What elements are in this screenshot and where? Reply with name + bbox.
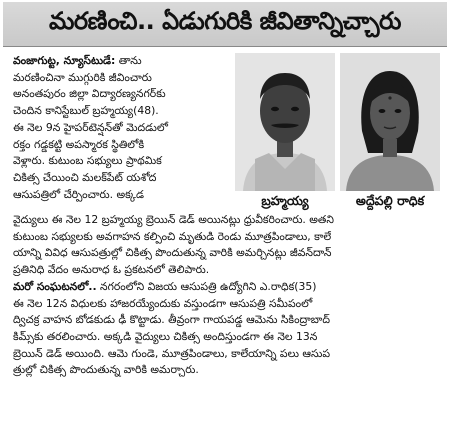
photo-caption: అద్దేపల్లి రాధిక [355,193,425,208]
headline-text: మరణించి.. ఏడుగురికి జీవితాన్నిచ్చారు [49,7,401,35]
paragraph-2 [3,279,447,379]
text-line: రక్తం గడ్డకట్టి అపస్మారక స్థితిలోకి [13,137,145,151]
text-line: మరో సంఘటనలో.. నగరంలోని విజయ ఆసుపత్రి ఉద్యోగిని ఎ.రాధిక(35) [13,279,317,293]
paragraph-1-column [3,53,231,212]
text-line: ద్విచక్ర వాహన బోడకుడు ఢీ కొట్టాడు. తీవ్రంగా గాయపడ్డ ఆమెను సికింద్రాబాద్ [13,313,330,327]
text-line: యాన్ని వివిధ ఆసుపత్రుల్లో చికిత్స పొందుతున్న వారికి అమర్చినట్లు జీవన్‌దాన్ [13,246,332,260]
paragraph-1-continued [3,212,447,279]
text-line: మరణించినా ముగ్గురికి జీవించారు [13,70,152,84]
text-line: బ్రెయిన్ డెడ్ అయింది. ఆమె గుండె, మూత్రపిండాలు, కాలేయాన్ని పలు ఆసుప [13,346,331,360]
text-line: ఈ నెల 9న హైపర్‌టెన్షన్‌తో మెదడులో [13,120,168,134]
text-line: ఈ నెల 12న విధులకు హాజరయ్యేందుకు వస్తుండగా ఆసుపత్రి సమీపంలో [13,296,313,310]
text-line: త్రుల్లో చికిత్స పొందుతున్న వారికి అమర్చారు. [13,363,199,377]
top-section [3,53,447,212]
photo-radhika [340,53,440,212]
text-line: వైద్యులు ఈ నెల 12 బ్రహ్మయ్య బ్రెయిన్ డెడ్ అయినట్లు ధ్రువీకరించారు. అతని [13,213,334,226]
text-line: వంజాగుట్ట, న్యూస్‌టుడే: తాను [13,54,142,67]
paragraph-2-lead: మరో సంఘటనలో.. [13,279,97,293]
text-line: చికిత్స చేయించి మలక్‌పేట్ యశోద [13,170,157,184]
photo-brahmaiah [235,53,335,212]
text-line: అనంతపురం జిల్లా విద్యారణ్యనగర్‌కు [13,87,166,101]
photo-row [235,53,440,212]
man-portrait-image [235,53,335,191]
text-line: చెందిన కానిస్టేబుల్ బ్రహ్మయ్య(48). [13,104,159,118]
text-line: ఆసుపత్రిలో చేర్పించారు. అక్కడ [13,187,144,201]
dateline: వంజాగుట్ట, న్యూస్‌టుడే: [13,54,116,67]
woman-portrait-image [340,53,440,191]
text-line: కిమ్స్‌కు తరలించారు. అక్కడి వైద్యులు చికిత్స అందిస్తుండగా ఈ నెల 13న [13,329,318,343]
text-line: ప్రతినిధి వేదం అనురాధ ఓ ప్రకటనలో తెలిపారు. [13,263,210,277]
headline-banner [3,2,447,47]
photo-caption: బ్రహ్మయ్య [261,193,309,208]
text-line: కుటుంబ సభ్యులకు అవగాహన కల్పించి మృతుడి రెండు మూత్రపిండాలు, కాలే [13,229,332,243]
text-line: వెళ్లారు. కుటుంబ సభ్యులు ప్రాథమిక [13,154,162,168]
